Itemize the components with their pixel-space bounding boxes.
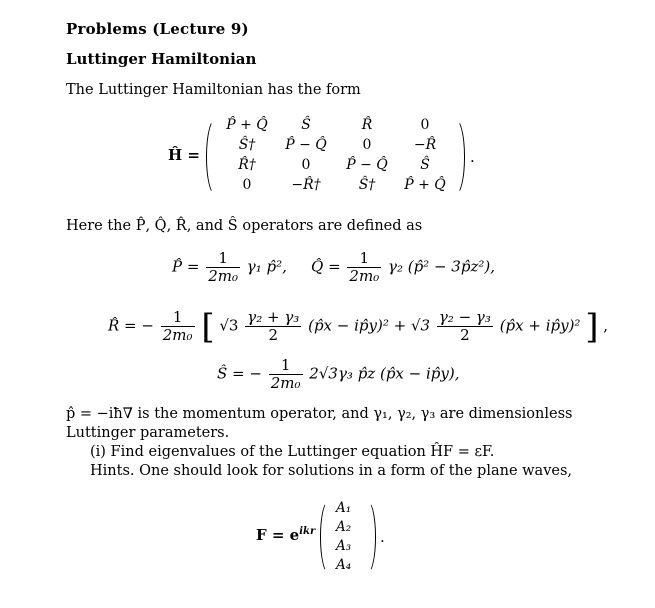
task-text: (i) Find eigenvalues of the Luttinger equation ĤF = εF. <box>90 444 495 460</box>
matrix-cell: P̂ + Q̂ <box>404 177 446 193</box>
hint-text: Hints. One should look for solutions in a form of the plane waves, <box>90 463 573 479</box>
matrix-cell: 0 <box>420 117 430 133</box>
vector-lhs <box>256 526 315 544</box>
matrix-cell: Ŝ <box>420 157 430 173</box>
matrix-cell: Ŝ† <box>238 137 256 153</box>
eq-lhs: P̂ = <box>172 257 200 276</box>
equation-p <box>172 250 287 285</box>
eq-lhs: Ŝ = − <box>217 364 262 383</box>
matrix-cell: R̂ <box>361 117 373 133</box>
sqrt-term: √3 <box>219 316 239 335</box>
equation-q <box>311 250 495 285</box>
fraction-numerator: 1 <box>269 357 303 375</box>
matrix-cell: Ŝ† <box>358 177 376 193</box>
matrix-period: . <box>470 148 475 166</box>
vector-lhs-base: F = e <box>256 526 300 544</box>
fraction-denominator: 2m₀ <box>270 374 301 392</box>
fraction-numerator: 1 <box>161 309 195 327</box>
eq-lhs: R̂ = − <box>108 316 154 335</box>
fraction-numerator: γ₂ − γ₃ <box>438 308 491 326</box>
fraction <box>347 250 381 285</box>
matrix-cell: P̂ − Q̂ <box>346 157 388 173</box>
matrix-cell: 0 <box>301 157 311 173</box>
left-bracket: [ <box>201 306 215 347</box>
amplitude-vector <box>336 498 351 574</box>
fraction-numerator: 1 <box>347 250 381 268</box>
vector-right-paren <box>366 500 376 574</box>
fraction <box>269 357 303 392</box>
momentum-text: p̂ = −iħ∇ is the momentum operator, and γ₁, γ₂, γ₃ are dimensionless <box>66 406 573 422</box>
equation-r <box>108 306 609 347</box>
hamiltonian-matrix <box>220 115 454 195</box>
equation-s <box>217 357 459 392</box>
matrix-cell: −R̂† <box>291 177 321 193</box>
eq-rhs: γ₁ p̂², <box>246 257 287 276</box>
matrix-row <box>220 135 454 155</box>
section-heading: Luttinger Hamiltonian <box>66 50 257 68</box>
matrix-cell: R̂† <box>238 157 256 173</box>
vector-cell: A₂ <box>336 518 352 535</box>
matrix-cell: Ŝ <box>301 117 311 133</box>
matrix-left-paren <box>206 118 217 196</box>
eq-term: (p̂x − ip̂y)² + √3 <box>308 316 431 335</box>
matrix-row <box>220 155 454 175</box>
right-bracket: ] <box>585 306 599 347</box>
vector-cell: A₁ <box>336 499 352 516</box>
fraction <box>206 250 240 285</box>
matrix-right-paren <box>454 118 465 196</box>
matrix-row <box>220 175 454 195</box>
intro-text: The Luttinger Hamiltonian has the form <box>66 82 361 98</box>
fraction-denominator: 2m₀ <box>162 326 193 344</box>
momentum-text-cont: Luttinger parameters. <box>66 425 230 441</box>
fraction-denominator: 2m₀ <box>208 267 238 285</box>
eq-term: (p̂x + ip̂y)² <box>499 316 581 335</box>
vector-row <box>336 536 351 555</box>
page-title: Problems (Lecture 9) <box>66 20 249 38</box>
vector-cell: A₃ <box>336 537 352 554</box>
fraction-numerator: γ₂ + γ₃ <box>247 308 300 326</box>
eq-rhs: γ₂ (p̂² − 3p̂z²), <box>387 257 495 276</box>
vector-row <box>336 517 351 536</box>
matrix-row <box>220 115 454 135</box>
fraction-numerator: 1 <box>206 250 240 268</box>
vector-exponent: ikr <box>299 526 316 537</box>
matrix-cell: 0 <box>242 177 252 193</box>
vector-left-paren <box>320 500 330 574</box>
fraction-denominator: 2 <box>268 326 279 344</box>
vector-period: . <box>380 528 385 546</box>
vector-row <box>336 555 351 574</box>
matrix-cell: P̂ + Q̂ <box>226 117 268 133</box>
matrix-cell: −R̂ <box>413 137 437 153</box>
definitions-text: Here the P̂, Q̂, R̂, and Ŝ operators are defined as <box>66 218 423 234</box>
eq-lhs: Q̂ = <box>311 257 341 276</box>
eq-rhs: 2√3γ₃ p̂z (p̂x − ip̂y), <box>309 364 460 383</box>
vector-cell: A₄ <box>336 556 352 573</box>
matrix-cell: P̂ − Q̂ <box>285 137 327 153</box>
fraction <box>161 309 195 344</box>
hamiltonian-lhs: Ĥ = <box>168 146 200 164</box>
fraction-denominator: 2 <box>460 326 470 344</box>
matrix-cell: 0 <box>362 137 372 153</box>
vector-row <box>336 498 351 517</box>
fraction-denominator: 2m₀ <box>349 267 380 285</box>
eq-comma: , <box>603 316 609 335</box>
fraction <box>245 309 301 344</box>
fraction <box>437 309 493 344</box>
